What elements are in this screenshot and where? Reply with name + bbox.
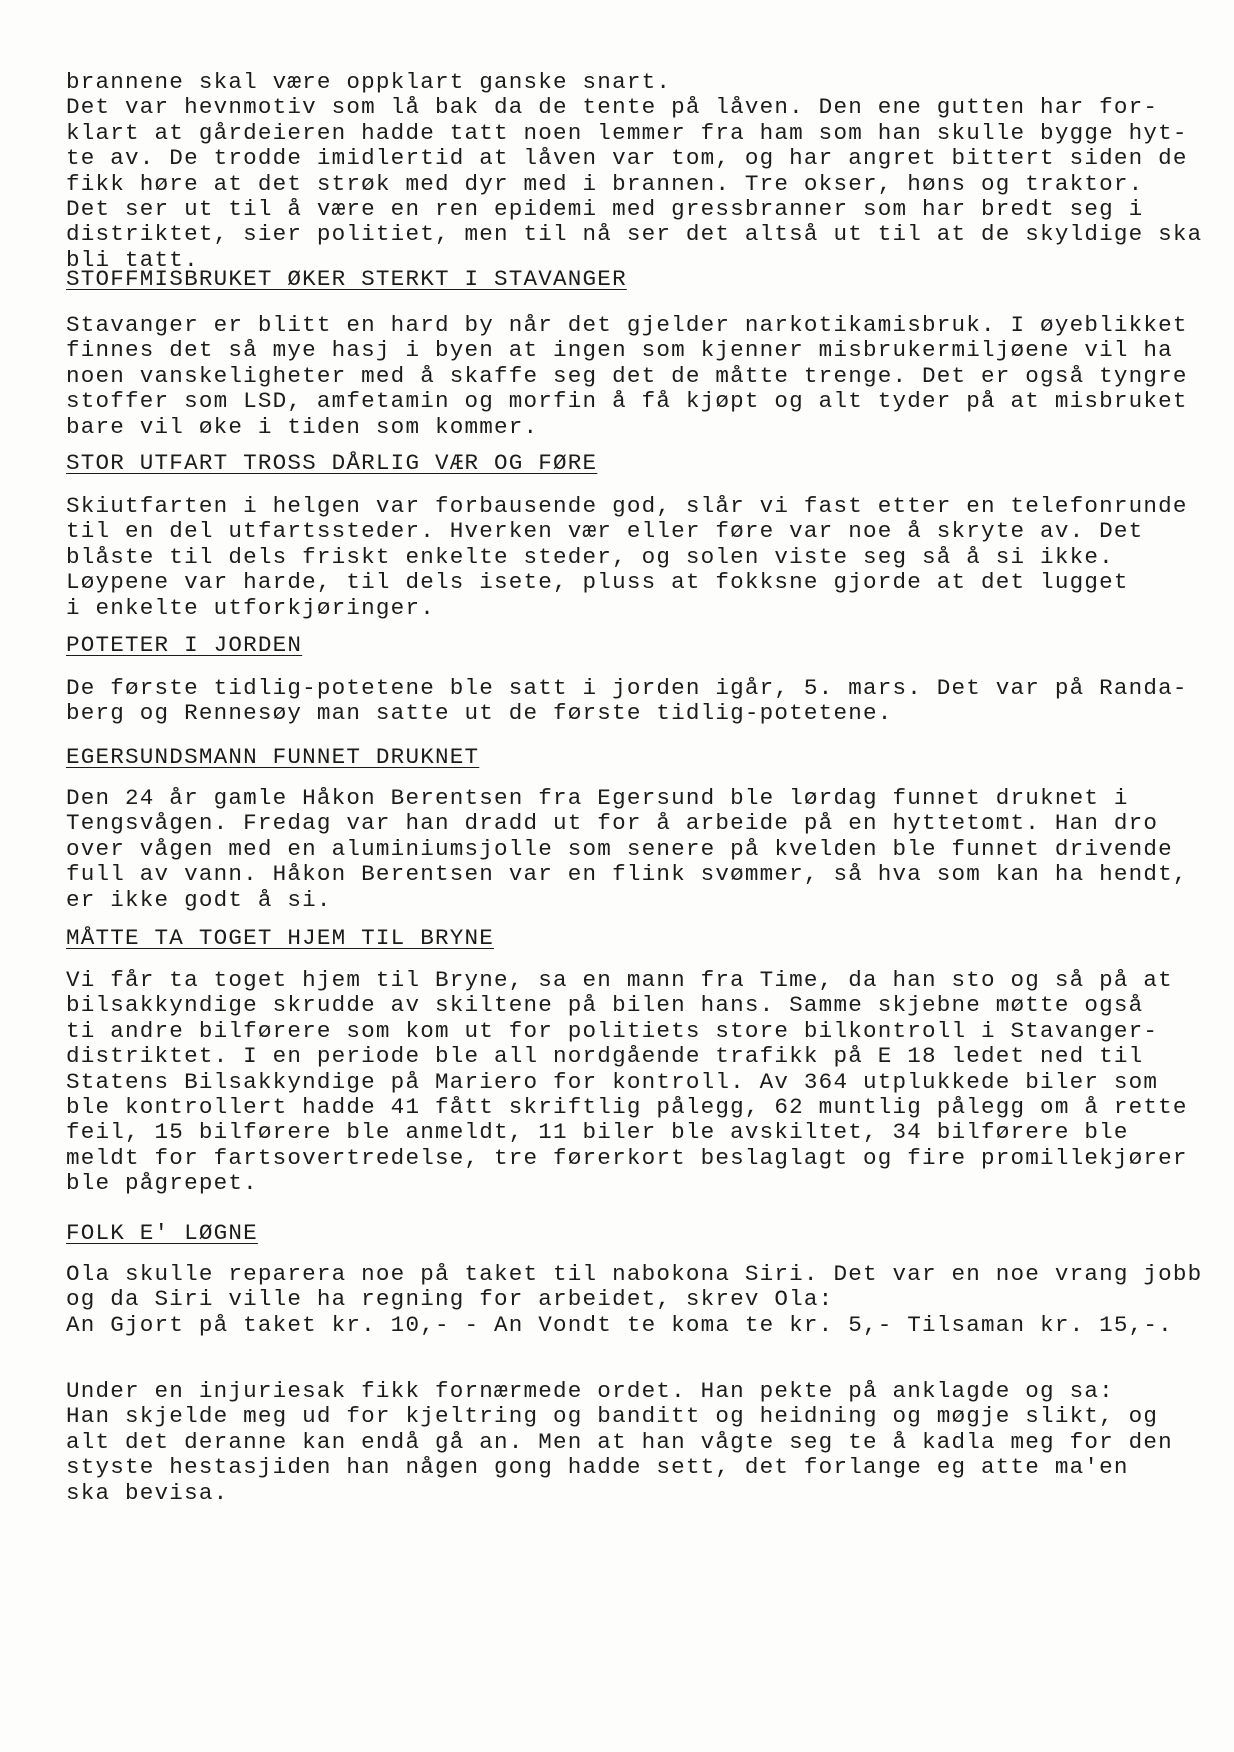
heading-poteter: POTETER I JORDEN xyxy=(66,632,303,658)
heading-stoffmisbruket: STOFFMISBRUKET ØKER STERKT I STAVANGER xyxy=(66,266,627,292)
article-poteter: De første tidlig-potetene ble satt i jorden igår, 5. mars. Det var på Randa- berg og Rennesøy man satte ut de første tidlig-potetene. xyxy=(66,675,1188,727)
closing-anecdote: Under en injuriesak fikk fornærmede ordet. Han pekte på anklagde og sa: Han skjelde meg ud for kjeltring og banditt og heidning og møgje slikt, og alt det deranne kan endå gå an. Men at han vågte seg te å kadla meg for den styste hestasjiden han någen gong hadde sett, det forlange eg atte ma'en ska bevisa. xyxy=(66,1378,1173,1506)
intro-continued-text: brannene skal være oppklart ganske snart. Det var hevnmotiv som lå bak da de tente på låven. Den ene gutten har for- klart at gårdeieren hadde tatt noen lemmer fra ham som han skulle bygge hyt- te av. De trodde imidlertid at låven var tom, og har angret bittert siden de fikk høre at det strøk med dyr med i brannen. Tre okser, høns og traktor. Det ser ut til å være en ren epidemi med gressbranner som har bredt seg i distriktet, sier politiet, men til nå ser det altså ut til at de skyldige ska bli tatt. xyxy=(66,69,1203,273)
heading-egersundsmann: EGERSUNDSMANN FUNNET DRUKNET xyxy=(66,744,480,770)
article-stor-utfart: Skiutfarten i helgen var forbausende god, slår vi fast etter en telefonrunde til en del utfartssteder. Hverken vær eller føre var noe å skryte av. Det blåste til dels friskt enkelte steder, og solen viste seg så å si ikke. Løypene var harde, til dels isete, pluss at fokksne gjorde at det lugget i enkelte utforkjøringer. xyxy=(66,493,1188,621)
article-egersundsmann: Den 24 år gamle Håkon Berentsen fra Egersund ble lørdag funnet druknet i Tengsvågen. Fredag var han dradd ut for å arbeide på en hyttetomt. Han dro over vågen med en aluminiumsjolle som senere på kvelden ble funnet drivende full av vann. Håkon Berentsen var en flink svømmer, så hva som kan ha hendt, er ikke godt å si. xyxy=(66,785,1188,913)
heading-folk-e-logne: FOLK E' LØGNE xyxy=(66,1220,258,1246)
heading-maatte-ta-toget: MÅTTE TA TOGET HJEM TIL BRYNE xyxy=(66,925,494,951)
article-folk-e-logne: Ola skulle reparera noe på taket til nabokona Siri. Det var en noe vrang jobb og da Siri ville ha regning for arbeidet, skrev Ola: An Gjort på taket kr. 10,- - An Vondt te koma te kr. 5,- Tilsaman kr. 15,-. xyxy=(66,1261,1203,1338)
article-stoffmisbruket: Stavanger er blitt en hard by når det gjelder narkotikamisbruk. I øyeblikket finnes det så mye hasj i byen at ingen som kjenner misbrukermiljøene vil ha noen vanskeligheter med å skaffe seg det de måtte trenge. Det er også tyngre stoffer som LSD, amfetamin og morfin å få kjøpt og alt tyder på at misbruket bare vil øke i tiden som kommer. xyxy=(66,312,1188,440)
article-maatte-ta-toget: Vi får ta toget hjem til Bryne, sa en mann fra Time, da han sto og så på at bilsakkyndige skrudde av skiltene på bilen hans. Samme skjebne møtte også ti andre bilførere som kom ut for politiets store bilkontroll i Stavanger- distriktet. I en periode ble all nordgående trafikk på E 18 ledet ned til Statens Bilsakkyndige på Mariero for kontroll. Av 364 utplukkede biler som ble kontrollert hadde 41 fått skriftlig pålegg, 62 muntlig pålegg om å rette feil, 15 bilførere ble anmeldt, 11 biler ble avskiltet, 34 bilførere ble meldt for fartsovertredelse, tre førerkort beslaglagt og fire promillekjører ble pågrepet. xyxy=(66,967,1188,1197)
heading-stor-utfart: STOR UTFART TROSS DÅRLIG VÆR OG FØRE xyxy=(66,450,598,476)
